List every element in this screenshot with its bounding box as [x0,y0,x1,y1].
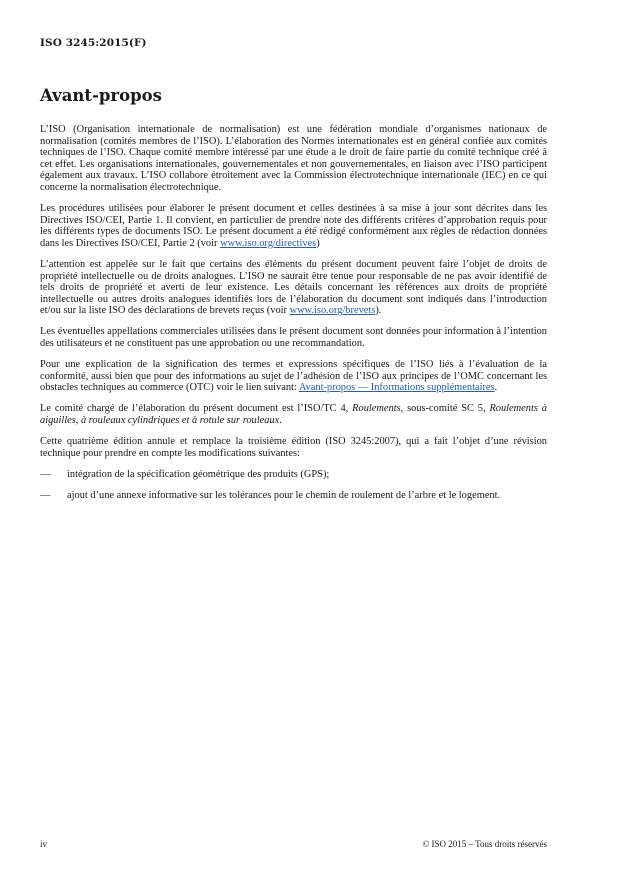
paragraph-patents [40,259,547,317]
paragraph-iso-intro: L’ISO (Organisation internationale de normalisation) est une fédération mondiale d’organismes nationaux de normalisation (comités membres de l’ISO). L’élaboration des Normes internationales est en général confiée aux comités techniques de l’ISO. Chaque comité membre intéressé par une étude a le droit de faire partie du comité technique créé à cet effet. Les organisations internationales, gouvernementales et non gouvernementales, en liaison avec l’ISO participent également aux travaux. L’ISO collabore étroitement avec la Commission électrotechnique internationale (IEC) en ce qui concerne la normalisation électrotechnique. [40,124,547,193]
list-item-text: ajout d’une annexe informative sur les tolérances pour le chemin de roulement de l’arbre et le logement. [67,489,501,501]
paragraph-conformity [40,359,547,394]
page-number: iv [40,839,48,849]
paragraph-trade-names: Les éventuelles appellations commerciales utilisées dans le présent document sont données pour information à l’intention des utilisateurs et ne constituent pas une approbation ou une recommandation. [40,326,547,349]
committee-text-a: Le comité chargé de l’élaboration du présent document est l’ISO/TC 4, [40,403,353,415]
page-title: Avant-propos [40,86,162,105]
supplementary-info-link[interactable]: Avant-propos — Informations supplémentaires [298,382,495,394]
paragraph-conformity-end: . [494,382,498,394]
paragraph-procedures-end: ) [316,237,320,249]
paragraph-procedures-text: Les procédures utilisées pour élaborer le présent document et celles destinées à sa mise à jour sont décrites dans les Directives ISO/CEI, Partie 1. Il convient, en particulier de prendre note des différents critères d’approbation requis pour les différents types de documents ISO. Le présent document a été rédigé conformément aux règles de rédaction données dans les Directives ISO/CEI, Partie 2 (voir [40,203,547,249]
page-footer [40,839,547,849]
patents-link[interactable]: www.iso.org/brevets [289,305,376,317]
changes-list [40,469,547,502]
committee-name: Roulements [352,403,401,415]
paragraph-patents-end: ). [375,305,382,317]
subcommittee-name: Roulements à aiguilles, à rouleaux cylindriques et à rotule sur rouleaux [40,403,547,426]
foreword-body [40,124,547,511]
paragraph-procedures [40,203,547,249]
document-id: ISO 3245:2015(F) [40,37,147,49]
list-dash: — [40,468,51,480]
list-item [40,490,547,502]
list-dash: — [40,489,51,501]
list-item [40,469,547,481]
paragraph-patents-text: L’attention est appelée sur le fait que certains des éléments du présent document peuvent faire l’objet de droits de propriété intellectuelle ou de droits analogues. L’ISO ne saurait être tenue pour responsable de ne pas avoir identifié de tels droits de propriété et averti de leur existence. Les détails concernant les références aux droits de propriété intellectuelle ou autres droits analogues identifiés lors de l’élaboration du document sont indiqués dans l’introduction et/ou sur la liste ISO des déclarations de brevets reçus (voir [40,258,547,317]
list-item-text: intégration de la spécification géométrique des produits (GPS); [67,468,330,480]
copyright-notice: © ISO 2015 – Tous droits réservés [422,839,547,849]
paragraph-edition: Cette quatrième édition annule et remplace la troisième édition (ISO 3245:2007), qui a fait l’objet d’une révision technique pour prendre en compte les modifications suivantes: [40,436,547,459]
paragraph-committee [40,403,547,426]
directives-link[interactable]: www.iso.org/directives [220,237,317,249]
committee-text-e: . [279,414,282,426]
committee-text-c: , sous-comité SC 5, [400,403,490,415]
paragraph-conformity-text: Pour une explication de la signification des termes et expressions spécifiques de l’ISO liés à l’évaluation de la conformité, aussi bien que pour des informations au sujet de l’adhésion de l’ISO aux principes de l’OMC concernant les obstacles techniques au commerce (OTC) voir le lien suivant: [40,359,547,394]
